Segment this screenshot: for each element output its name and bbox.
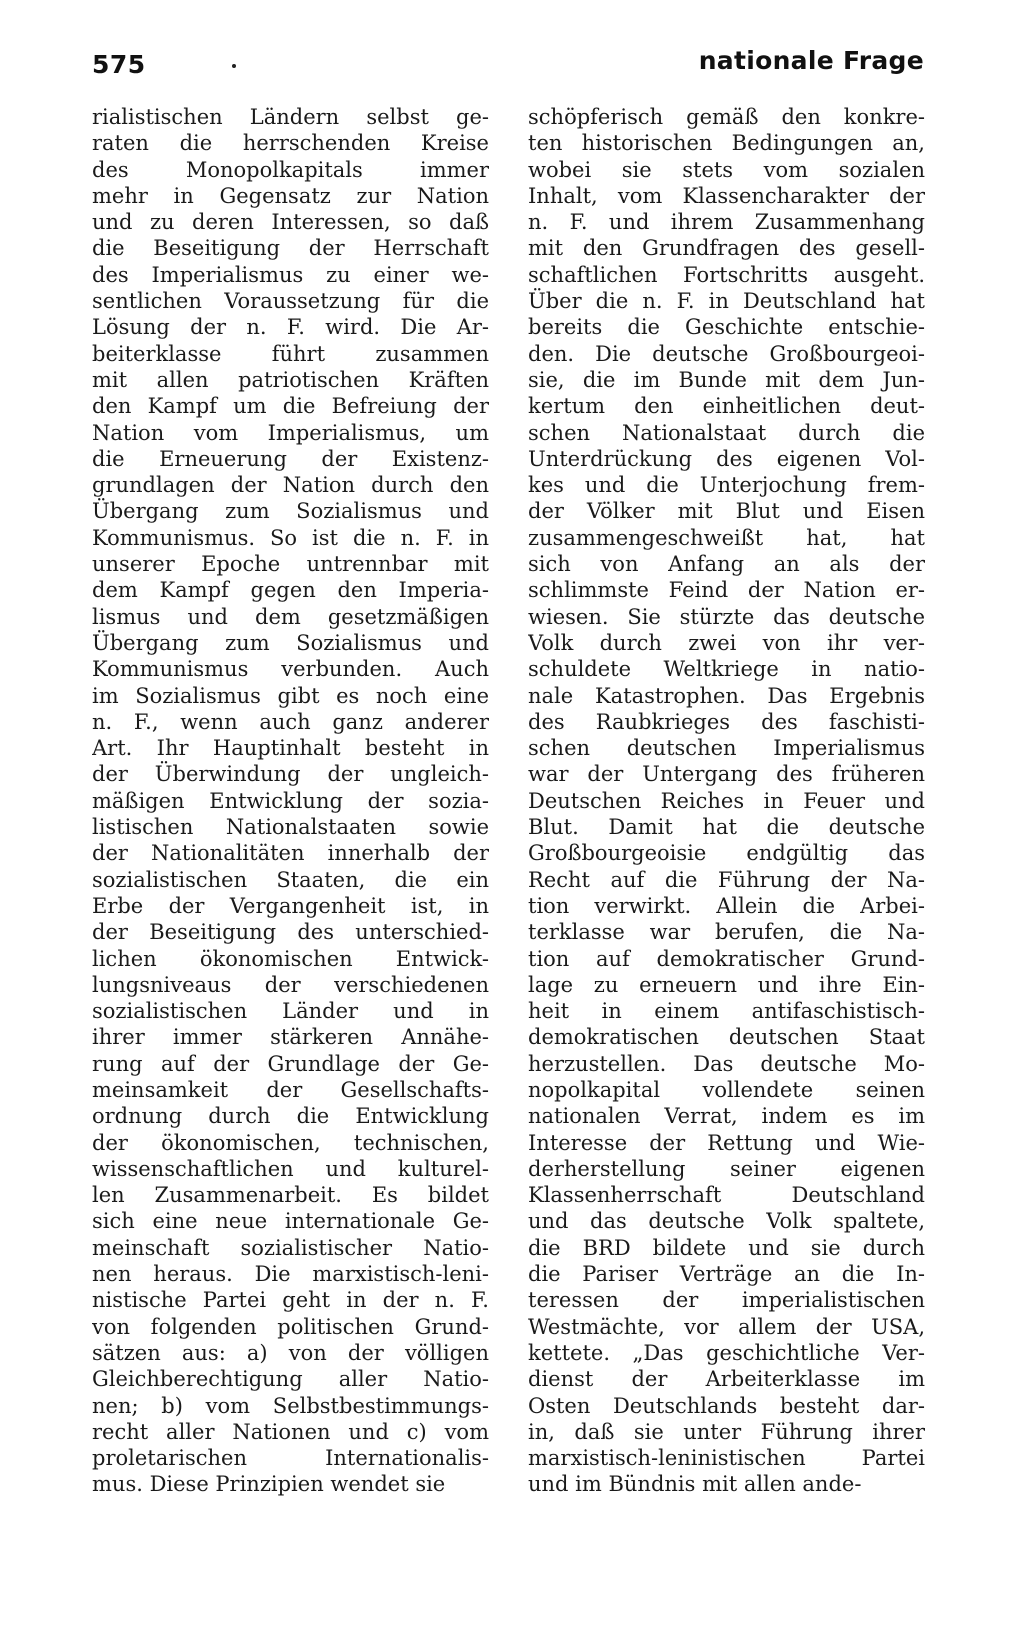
text-line: ordnung durch die Entwicklung [92,1104,489,1129]
text-line: Übergang zum Sozialismus und [92,630,489,655]
text-line: zusammengeschweißt hat, hat [528,525,925,550]
text-line: Über die n. F. in Deutschland hat [528,289,925,314]
text-line: unserer Epoche untrennbar mit [92,552,489,577]
text-line: sich eine neue internationale Ge- [92,1209,489,1234]
text-line: die Beseitigung der Herrschaft [92,236,489,261]
text-line: die Erneuerung der Existenz- [92,446,489,471]
text-line: die BRD bildete und sie durch [528,1235,925,1260]
text-line: n. F., wenn auch ganz anderer [92,709,489,734]
text-line: schaftlichen Fortschritts ausgeht. [528,262,925,287]
left-text-column [92,104,489,1498]
text-line: sentlichen Voraussetzung für die [92,289,489,314]
page-header [92,44,924,84]
text-line: lismus und dem gesetzmäßigen [92,604,489,629]
text-line: Deutschen Reiches in Feuer und [528,788,925,813]
text-line: schen deutschen Imperialismus [528,736,925,761]
text-line: den Kampf um die Befreiung der [92,394,489,419]
text-line: grundlagen der Nation durch den [92,473,489,498]
text-line: tion auf demokratischer Grund- [528,946,925,971]
text-line: mit den Grundfragen des gesell- [528,236,925,261]
text-line: recht aller Nationen und c) vom [92,1419,489,1444]
text-line: meinsamkeit der Gesellschafts- [92,1077,489,1102]
text-line: Kommunismus verbunden. Auch [92,657,489,682]
text-line: lungsniveaus der verschiedenen [92,972,489,997]
text-line: herzustellen. Das deutsche Mo- [528,1051,925,1076]
text-line: Übergang zum Sozialismus und [92,499,489,524]
text-line: der ökonomischen, technischen, [92,1130,489,1155]
text-line: Westmächte, vor allem der USA, [528,1314,925,1339]
text-line: wobei sie stets vom sozialen [528,157,925,182]
text-line: schlimmste Feind der Nation er- [528,578,925,603]
text-line: schuldete Weltkriege in natio- [528,657,925,682]
text-line: von folgenden politischen Grund- [92,1314,489,1339]
text-line: war der Untergang des früheren [528,762,925,787]
text-line: mit allen patriotischen Kräften [92,367,489,392]
text-line: listischen Nationalstaaten sowie [92,815,489,840]
text-line: meinschaft sozialistischer Natio- [92,1235,489,1260]
text-line: dienst der Arbeiterklasse im [528,1367,925,1392]
text-line: len Zusammenarbeit. Es bildet [92,1183,489,1208]
text-line: heit in einem antifaschistisch- [528,999,925,1024]
text-line: terklasse war berufen, die Na- [528,920,925,945]
text-line: Erbe der Vergangenheit ist, in [92,893,489,918]
text-line: dem Kampf gegen den Imperia- [92,578,489,603]
text-line: Gleichberechtigung aller Natio- [92,1367,489,1392]
text-line: mäßigen Entwicklung der sozia- [92,788,489,813]
text-line: Blut. Damit hat die deutsche [528,815,925,840]
text-line: Kommunismus. So ist die n. F. in [92,525,489,550]
text-line: rialistischen Ländern selbst ge- [92,105,489,129]
text-line: Nation vom Imperialismus, um [92,420,489,445]
text-line: sozialistischen Staaten, die ein [92,867,489,892]
text-line: Art. Ihr Hauptinhalt besteht in [92,736,489,761]
text-line: sich von Anfang an als der [528,552,925,577]
text-line: wiesen. Sie stürzte das deutsche [528,604,925,629]
text-line: kes und die Unterjochung frem- [528,473,925,498]
text-line: der Völker mit Blut und Eisen [528,499,925,524]
text-line: nen; b) vom Selbstbestimmungs- [92,1393,489,1418]
text-line: teressen der imperialistischen [528,1288,925,1313]
text-line: marxistisch-leninistischen Partei [528,1446,925,1471]
text-line: nen heraus. Die marxistisch-leni- [92,1262,489,1287]
text-line: lichen ökonomischen Entwick- [92,946,489,971]
text-line: ihrer immer stärkeren Annähe- [92,1025,489,1050]
text-line: nale Katastrophen. Das Ergebnis [528,683,925,708]
text-line: n. F. und ihrem Zusammenhang [528,210,925,235]
text-line: mus. Diese Prinzipien wendet sie [92,1472,446,1497]
text-line: derherstellung seiner eigenen [528,1156,925,1181]
text-line: sozialistischen Länder und in [92,999,489,1024]
text-line: Klassenherrschaft Deutschland [528,1183,925,1208]
text-line: rung auf der Grundlage der Ge- [92,1051,489,1076]
text-line: Recht auf die Führung der Na- [528,867,925,892]
text-line: lage zu erneuern und ihre Ein- [528,972,925,997]
running-head: nationale Frage [698,46,924,75]
text-line: mehr in Gegensatz zur Nation [92,183,489,208]
page-number: 575 [92,50,146,79]
text-line: der Nationalitäten innerhalb der [92,841,489,866]
text-line: des Monopolkapitals immer [92,157,489,182]
text-line: nationalen Verrat, indem es im [528,1104,925,1129]
text-line: und das deutsche Volk spaltete, [528,1209,925,1234]
text-line: ten historischen Bedingungen an, [528,131,925,156]
right-text-column [528,104,925,1498]
text-line: der Beseitigung des unterschied- [92,920,489,945]
text-line: und im Bündnis mit allen ande- [528,1472,862,1497]
text-line: den. Die deutsche Großbourgeoi- [528,341,925,366]
text-line: Interesse der Rettung und Wie- [528,1130,925,1155]
text-line: des Raubkrieges des faschisti- [528,709,925,734]
text-line: sie, die im Bunde mit dem Jun- [528,367,925,392]
text-line: schöpferisch gemäß den konkre- [528,105,925,129]
text-line: im Sozialismus gibt es noch eine [92,683,489,708]
text-line: Großbourgeoisie endgültig das [528,841,925,866]
text-line: sätzen aus: a) von der völligen [92,1340,489,1365]
text-line: proletarischen Internationalis- [92,1446,489,1471]
text-line: kertum den einheitlichen deut- [528,394,925,419]
text-line: bereits die Geschichte entschie- [528,315,925,340]
text-line: nistische Partei geht in der n. F. [92,1288,489,1313]
text-line: demokratischen deutschen Staat [528,1025,925,1050]
text-line: Volk durch zwei von ihr ver- [528,630,925,655]
text-line: nopolkapital vollendete seinen [528,1077,925,1102]
text-line: Inhalt, vom Klassencharakter der [528,183,925,208]
text-line: beiterklasse führt zusammen [92,341,489,366]
text-line: schen Nationalstaat durch die [528,420,925,445]
text-line: raten die herrschenden Kreise [92,131,489,156]
text-line: die Pariser Verträge an die In- [528,1262,925,1287]
header-dot [232,64,236,68]
text-line: Unterdrückung des eigenen Vol- [528,446,925,471]
text-line: des Imperialismus zu einer we- [92,262,489,287]
text-line: in, daß sie unter Führung ihrer [528,1419,925,1444]
text-line: und zu deren Interessen, so daß [92,210,489,235]
text-line: der Überwindung der ungleich- [92,762,489,787]
text-line: Lösung der n. F. wird. Die Ar- [92,315,489,340]
text-line: tion verwirkt. Allein die Arbei- [528,893,925,918]
text-line: wissenschaftlichen und kulturel- [92,1156,489,1181]
text-line: kettete. „Das geschichtliche Ver- [528,1340,925,1365]
text-line: Osten Deutschlands besteht dar- [528,1393,925,1418]
